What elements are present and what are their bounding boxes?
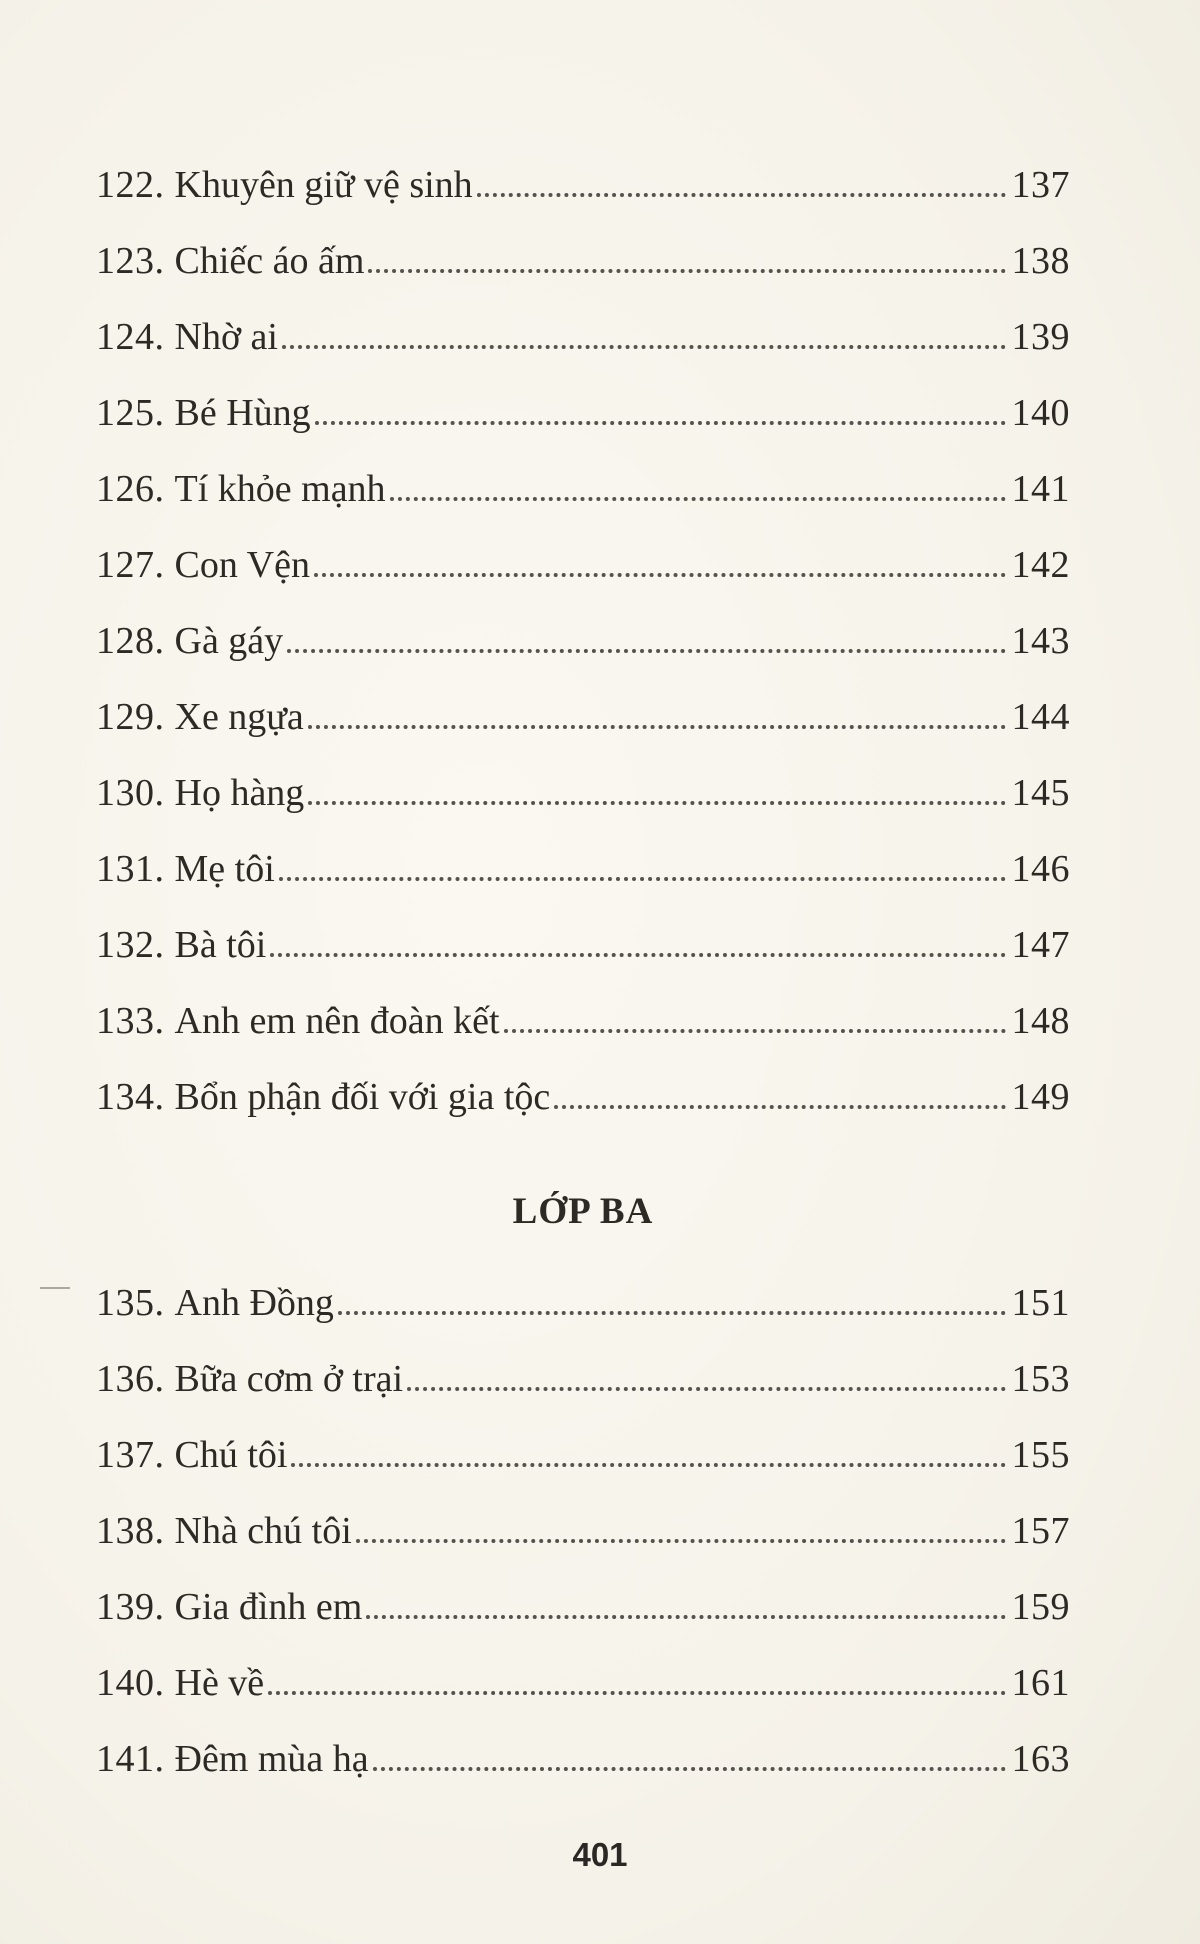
- entry-title: Bé Hùng: [174, 392, 311, 434]
- page-number: 401: [572, 1836, 628, 1873]
- entry-title: Bổn phận đối với gia tộc: [174, 1076, 551, 1118]
- dot-leader: [270, 951, 1005, 957]
- entry-title: Đêm mùa hạ: [174, 1738, 369, 1780]
- toc-entry: [96, 372, 1070, 432]
- entry-number: 122.: [96, 164, 165, 206]
- entry-page-number: 139: [1011, 316, 1070, 358]
- entry-page-number: 148: [1011, 1000, 1070, 1042]
- entry-number: 124.: [96, 316, 165, 358]
- dot-leader: [291, 1461, 1005, 1467]
- entry-page-number: 137: [1011, 164, 1070, 206]
- dot-leader: [308, 799, 1005, 805]
- dot-leader: [314, 571, 1006, 577]
- entry-title: Anh em nên đoàn kết: [174, 1000, 500, 1042]
- entry-title: Chú tôi: [174, 1434, 288, 1476]
- entry-number: 134.: [96, 1076, 165, 1118]
- entry-number: 128.: [96, 620, 165, 662]
- entry-page-number: 161: [1011, 1662, 1070, 1704]
- entry-page-number: 141: [1011, 468, 1070, 510]
- dot-leader: [268, 1689, 1005, 1695]
- toc-entry: [96, 1056, 1070, 1116]
- entry-title: Chiếc áo ấm: [174, 240, 365, 282]
- entry-title: Nhờ ai: [174, 316, 278, 358]
- toc-entry: [96, 752, 1070, 812]
- entry-page-number: 145: [1011, 772, 1070, 814]
- entry-title: Tí khỏe mạnh: [174, 468, 386, 510]
- toc-entry: [96, 296, 1070, 356]
- entry-title: Khuyên giữ vệ sinh: [174, 164, 473, 206]
- entry-number: 127.: [96, 544, 165, 586]
- toc-entry: [96, 524, 1070, 584]
- dot-leader: [373, 1765, 1006, 1771]
- dot-leader: [554, 1103, 1005, 1109]
- dot-leader: [477, 191, 1006, 197]
- entry-number: 133.: [96, 1000, 165, 1042]
- section-heading: LỚP BA: [512, 1191, 654, 1232]
- entry-number: 136.: [96, 1358, 165, 1400]
- margin-mark: [40, 1287, 70, 1289]
- toc-entry: [96, 600, 1070, 660]
- toc-entry: [96, 828, 1070, 888]
- entry-title: Xe ngựa: [174, 696, 304, 738]
- entry-title: Hè về: [174, 1662, 265, 1704]
- entry-page-number: 163: [1011, 1738, 1070, 1780]
- dot-leader: [287, 647, 1005, 653]
- entry-number: 137.: [96, 1434, 165, 1476]
- toc-entry: [96, 676, 1070, 736]
- entry-number: 140.: [96, 1662, 165, 1704]
- dot-leader: [279, 875, 1006, 881]
- toc-entry: [96, 448, 1070, 508]
- dot-leader: [308, 723, 1006, 729]
- entry-page-number: 140: [1011, 392, 1070, 434]
- entry-number: 123.: [96, 240, 165, 282]
- entry-title: Bữa cơm ở trại: [174, 1358, 404, 1400]
- entry-title: Họ hàng: [174, 772, 305, 814]
- entry-page-number: 143: [1011, 620, 1070, 662]
- toc-entry: [96, 1566, 1070, 1626]
- toc-entry: [96, 220, 1070, 280]
- toc-entry: [96, 1262, 1070, 1322]
- entry-number: 139.: [96, 1586, 165, 1628]
- entry-number: 141.: [96, 1738, 165, 1780]
- dot-leader: [407, 1385, 1005, 1391]
- entry-title: Nhà chú tôi: [174, 1510, 352, 1552]
- entry-page-number: 138: [1011, 240, 1070, 282]
- entry-number: 125.: [96, 392, 165, 434]
- entry-number: 126.: [96, 468, 165, 510]
- dot-leader: [338, 1309, 1006, 1315]
- entry-page-number: 146: [1011, 848, 1070, 890]
- toc-entry: [96, 904, 1070, 964]
- entry-page-number: 153: [1011, 1358, 1070, 1400]
- entry-number: 129.: [96, 696, 165, 738]
- entry-page-number: 157: [1011, 1510, 1070, 1552]
- entry-title: Mẹ tôi: [174, 848, 275, 890]
- entry-number: 138.: [96, 1510, 165, 1552]
- entry-page-number: 142: [1011, 544, 1070, 586]
- entry-title: Gia đình em: [174, 1586, 363, 1628]
- entry-number: 131.: [96, 848, 165, 890]
- entry-page-number: 151: [1011, 1282, 1070, 1324]
- dot-leader: [368, 267, 1005, 273]
- entry-number: 132.: [96, 924, 165, 966]
- entry-page-number: 147: [1011, 924, 1070, 966]
- dot-leader: [356, 1537, 1006, 1543]
- entry-page-number: 155: [1011, 1434, 1070, 1476]
- entry-page-number: 149: [1011, 1076, 1070, 1118]
- dot-leader: [504, 1027, 1006, 1033]
- entry-title: Gà gáy: [174, 620, 284, 662]
- entry-number: 135.: [96, 1282, 165, 1324]
- entry-title: Bà tôi: [174, 924, 267, 966]
- toc-entry: [96, 980, 1070, 1040]
- dot-leader: [366, 1613, 1005, 1619]
- dot-leader: [282, 343, 1006, 349]
- dot-leader: [315, 419, 1006, 425]
- toc-entry: [96, 1338, 1070, 1398]
- toc-entry: [96, 1414, 1070, 1474]
- toc-entry: [96, 144, 1070, 204]
- toc-entry: [96, 1490, 1070, 1550]
- entry-title: Con Vện: [174, 544, 310, 586]
- entry-page-number: 159: [1011, 1586, 1070, 1628]
- entry-title: Anh Đồng: [174, 1282, 334, 1324]
- toc-entry: [96, 1718, 1070, 1778]
- toc-entry: [96, 1642, 1070, 1702]
- dot-leader: [390, 495, 1006, 501]
- entry-page-number: 144: [1011, 696, 1070, 738]
- entry-number: 130.: [96, 772, 165, 814]
